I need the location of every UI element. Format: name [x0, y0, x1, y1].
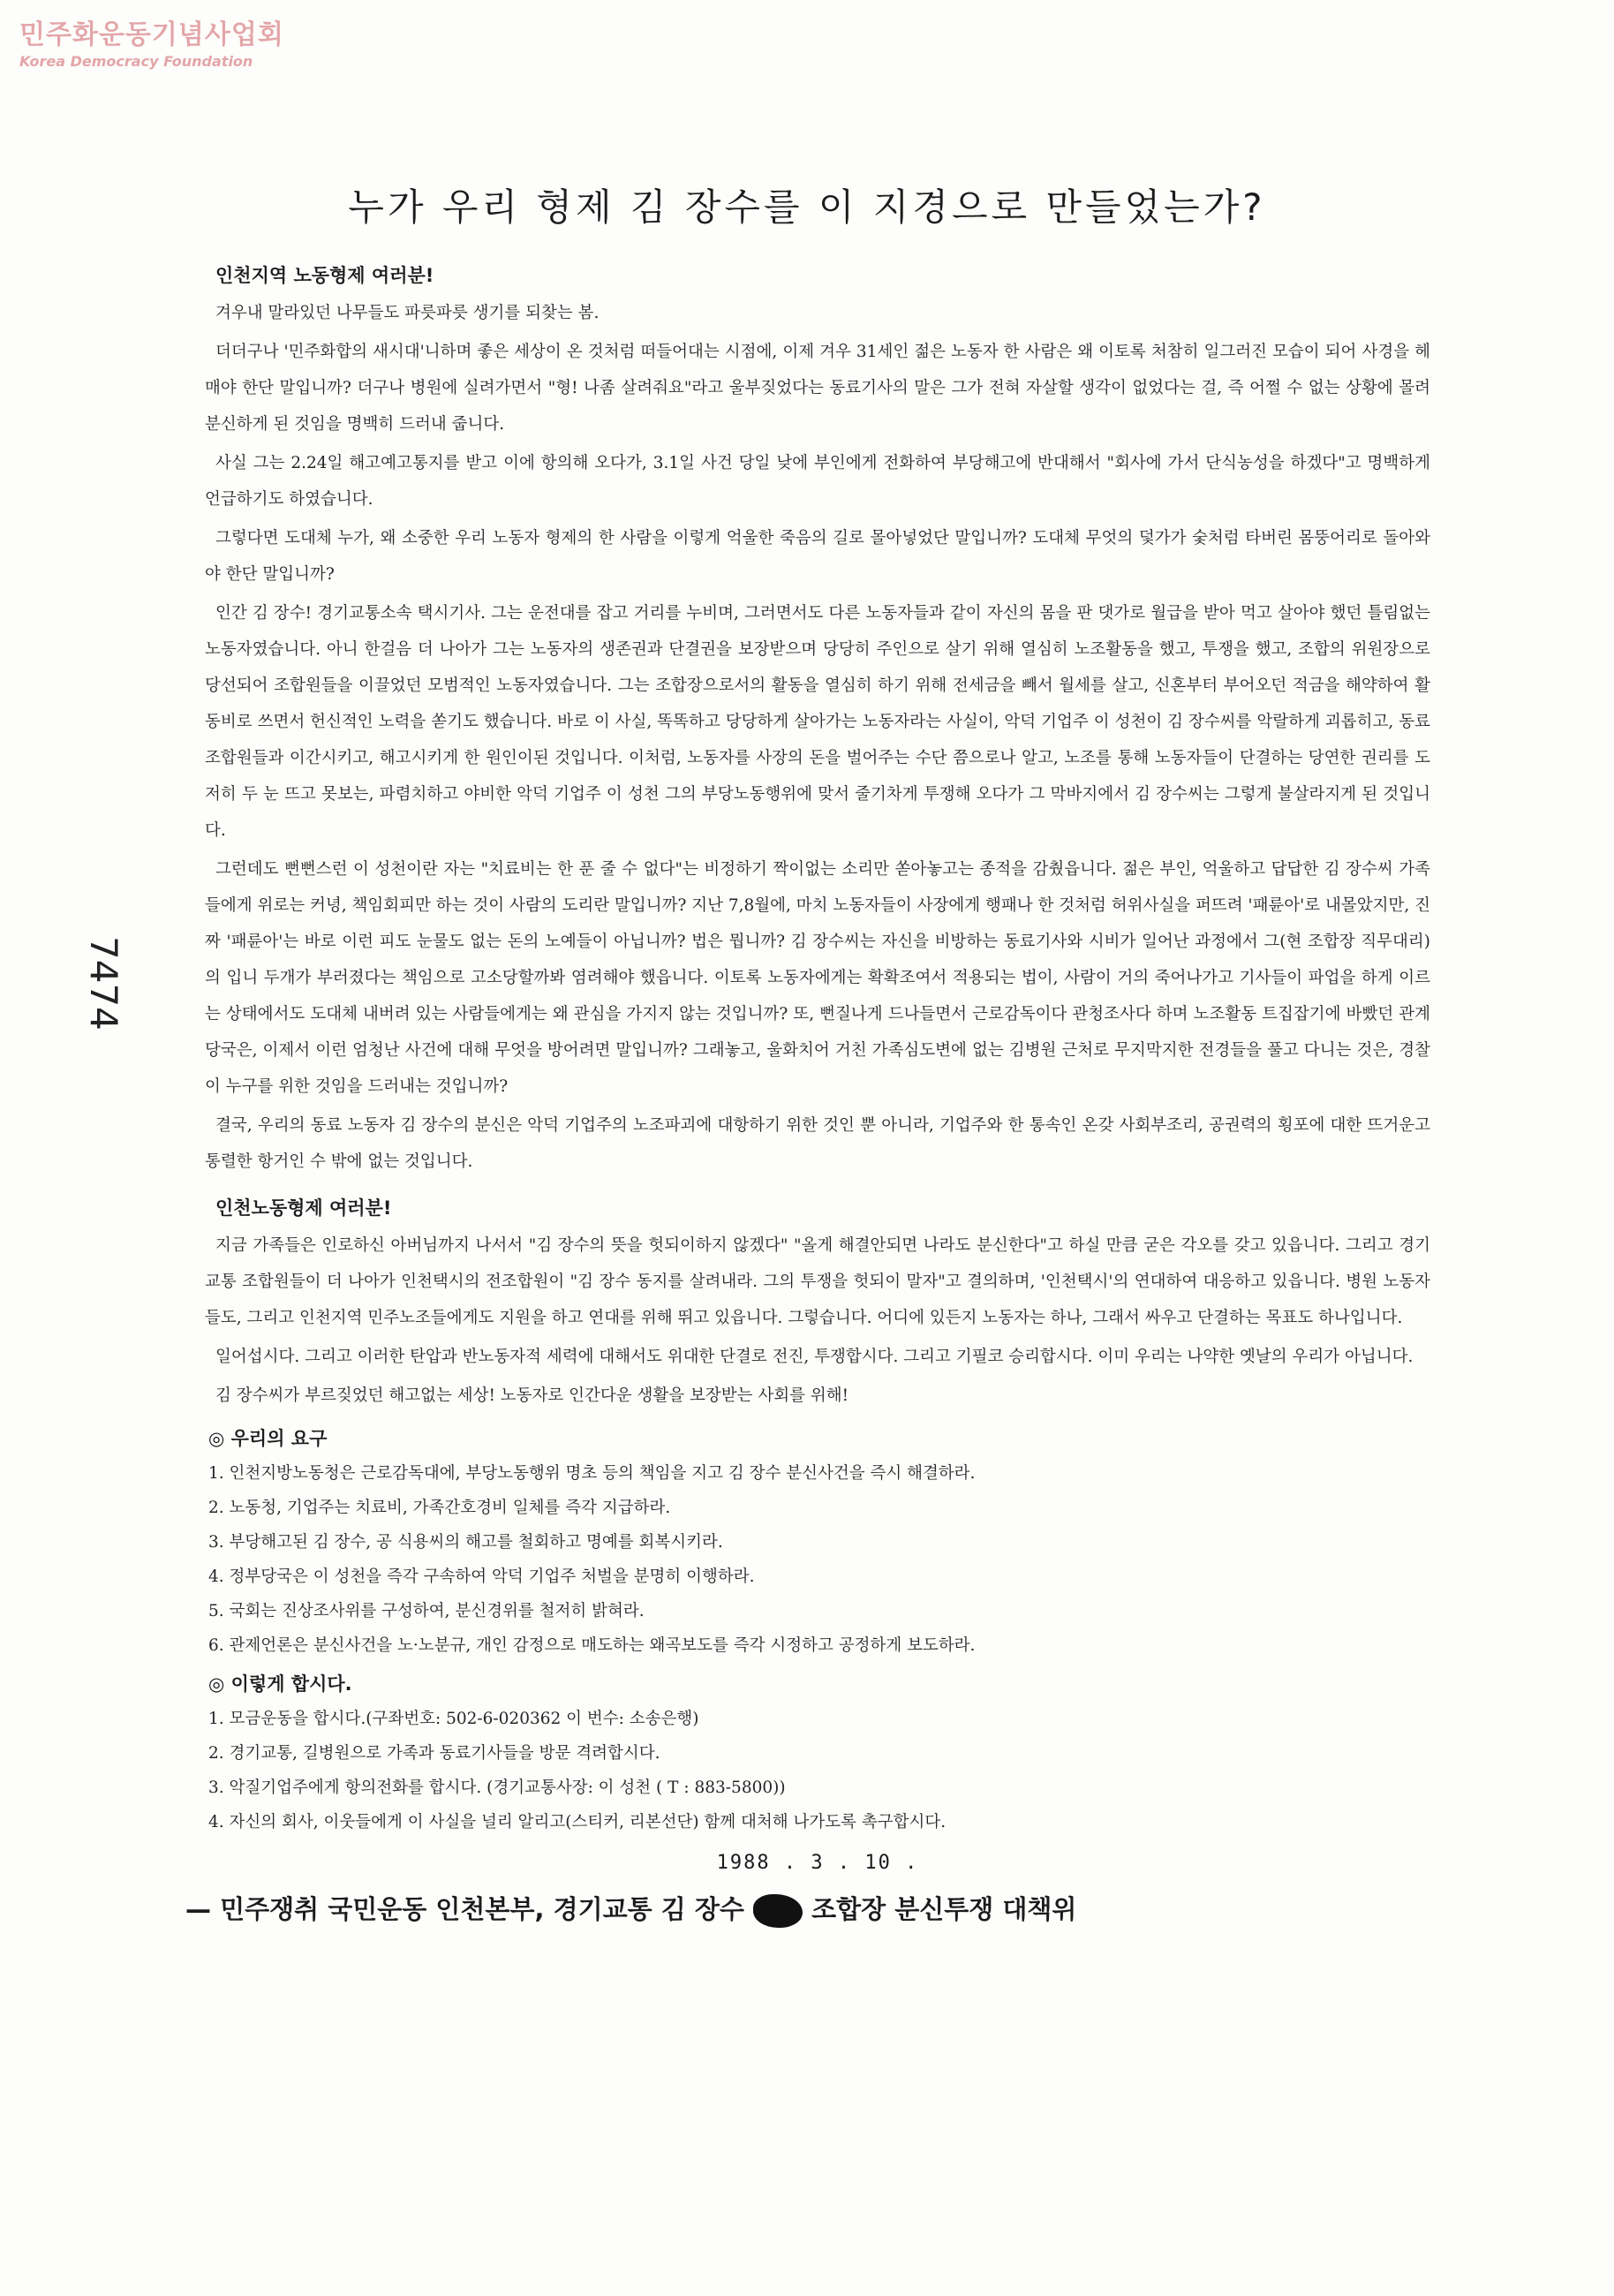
- signature-prefix: — 민주쟁취 국민운동 인천본부, 경기교통 김 장수: [185, 1894, 744, 1924]
- watermark-korean: 민주화운동기념사업회: [19, 19, 284, 50]
- signature-suffix: 조합장 분신투쟁 대책위: [811, 1894, 1077, 1924]
- paragraph: 그렇다면 도대체 누가, 왜 소중한 우리 노동자 형제의 한 사람을 이렇게 억울한 죽음의 길로 몰아넣었단 말입니까? 도대체 무엇의 덫가가 숯처럼 타버린 몸뚱어리로 돌아와야 한단 말입니까?: [205, 529, 1430, 584]
- demand-item: 2. 노동청, 기업주는 치료비, 가족간호경비 일체를 즉각 지급하라.: [208, 1499, 671, 1517]
- paragraph: 김 장수씨가 부르짖었던 해고없는 세상! 노동자로 인간다운 생활을 보장받는 사회를 위해!: [215, 1386, 849, 1405]
- paragraph: 사실 그는 2.24일 해고예고통지를 받고 이에 항의해 오다가, 3.1일 사건 당일 낮에 부인에게 전화하여 부당해고에 반대해서 "회사에 가서 단식농성을 하겠다"고 명백하게 언급하기도 하였습니다.: [205, 454, 1430, 509]
- demand-item: 3. 부당해고된 김 장수, 공 식용씨의 해고를 철회하고 명예를 회복시키라.: [208, 1533, 723, 1552]
- document-body: [185, 261, 1431, 1928]
- paragraph: 더더구나 '민주화합의 새시대'니하며 좋은 세상이 온 것처럼 떠들어대는 시점에, 이제 겨우 31세인 젊은 노동자 한 사람은 왜 이토록 처참히 일그러진 모습이 되어 사경을 헤매야 한단 말입니까? 더구나 병원에 실려가면서 "형! 나좀 살려줘요"라고 울부짖었다는 동료기사의 말은 그가 전혀 자살할 생각이 없었다는 걸, 즉 어쩔 수 없는 상황에 몰려 분신하게 된 것임을 명백히 드러내 줍니다.: [205, 343, 1430, 434]
- signature-line: [185, 1890, 1430, 1928]
- action-item: 4. 자신의 회사, 이웃들에게 이 사실을 널리 알리고(스티커, 리본선단) 함께 대처해 나가도록 촉구합시다.: [208, 1813, 947, 1832]
- demand-item: 4. 정부당국은 이 성천을 즉각 구속하여 악덕 기업주 처벌을 분명히 이행하라.: [208, 1567, 755, 1586]
- ink-smudge-icon: [753, 1894, 803, 1928]
- paragraph: 결국, 우리의 동료 노동자 김 장수의 분신은 악덕 기업주의 노조파괴에 대항하기 위한 것인 뿐 아니라, 기업주와 한 통속인 온갖 사회부조리, 공권력의 횡포에 대한 뜨거운고 통렬한 항거인 수 밖에 없는 것입니다.: [205, 1116, 1430, 1171]
- watermark: [19, 12, 284, 70]
- demand-item: 5. 국회는 진상조사위를 구성하여, 분신경위를 철저히 밝혀라.: [208, 1602, 645, 1620]
- action-item: 3. 악질기업주에게 항의전화를 합시다. (경기교통사장: 이 성천 ( T : 883-5800)): [208, 1779, 786, 1797]
- action-item: 2. 경기교통, 길병원으로 가족과 동료기사들을 방문 격려합시다.: [208, 1744, 660, 1763]
- paragraph: 인간 김 장수! 경기교통소속 택시기사. 그는 운전대를 잡고 거리를 누비며, 그러면서도 다른 노동자들과 같이 자신의 몸을 판 댓가로 월급을 받아 먹고 살아야 했던 틀림없는 노동자였습니다. 아니 한걸음 더 나아가 그는 노동자의 생존권과 단결권을 보장받으며 당당히 주인으로 살기 위해 열심히 노조활동을 했고, 투쟁을 했고, 조합의 위원장으로 당선되어 조합원들을 이끌었던 모범적인 노동자였습니다. 그는 조합장으로서의 활동을 열심히 하기 위해 전세금을 빼서 월세를 살고, 신혼부터 부어오던 적금을 해약하여 활동비로 쓰면서 헌신적인 노력을 쏟기도 했습니다. 바로 이 사실, 똑똑하고 당당하게 살아가는 노동자라는 사실이, 악덕 기업주 이 성천이 김 장수씨를 악랄하게 괴롭히고, 동료 조합원들과 이간시키고, 해고시키게 한 원인이된 것입니다. 이처럼, 노동자를 사장의 돈을 벌어주는 수단 쯤으로나 알고, 노조를 통해 노동자들이 단결하는 당연한 권리를 도저히 두 눈 뜨고 못보는, 파렴치하고 야비한 악덕 기업주 이 성천 그의 부당노동행위에 맞서 줄기차게 투쟁해 오다가 그 막바지에서 김 장수씨는 그렇게 불살라지게 된 것입니다.: [205, 604, 1430, 840]
- demands-heading: ◎ 우리의 요구: [208, 1428, 328, 1449]
- demands-list: [208, 1456, 1430, 1663]
- demand-item: 6. 관제언론은 분신사건을 노·노분규, 개인 감정으로 매도하는 왜곡보도를 즉각 시정하고 공정하게 보도하라.: [208, 1636, 976, 1655]
- paragraph: 일어섭시다. 그리고 이러한 탄압과 반노동자적 세력에 대해서도 위대한 단결로 전진, 투쟁합시다. 그리고 기필코 승리합시다. 이미 우리는 나약한 옛날의 우리가 아닙니다.: [215, 1348, 1414, 1366]
- paragraph: 겨우내 말라있던 나무들도 파릇파릇 생기를 되찾는 봄.: [215, 304, 600, 322]
- document-title: 누가 우리 형제 김 장수를 이 지경으로 만들었는가?: [348, 185, 1266, 229]
- action-item: 1. 모금운동을 합시다.(구좌번호: 502-6-020362 이 번수: 소송은행): [208, 1710, 699, 1728]
- actions-list: [208, 1702, 1430, 1839]
- demand-item: 1. 인천지방노동청은 근로감독대에, 부당노동행위 명초 등의 책임을 지고 김 장수 분신사건을 즉시 해결하라.: [208, 1464, 976, 1483]
- paragraph-group-2: [205, 1227, 1430, 1414]
- paragraph: 지금 가족들은 인로하신 아버님까지 나서서 "김 장수의 뜻을 헛되이하지 않겠다" "올게 해결안되면 나라도 분신한다"고 하실 만큼 굳은 각오를 갖고 있읍니다. 그리고 경기교통 조합원들이 더 나아가 인천택시의 전조합원이 "김 장수 동지를 살려내라. 그의 투쟁을 헛되이 말자"고 결의하며, '인천택시'의 연대하여 대응하고 있읍니다. 병원 노동자들도, 그리고 인천지역 민주노조들에게도 지원을 하고 연대를 위해 뛰고 있읍니다. 그렇습니다. 어디에 있든지 노동자는 하나, 그래서 싸우고 단결하는 목표도 하나입니다.: [205, 1236, 1430, 1327]
- greeting-incheon-workers: 인천노동형제 여러분!: [215, 1197, 392, 1219]
- document-date: 1988 . 3 . 10 .: [716, 1852, 919, 1874]
- paragraph: 그런데도 뻔뻔스런 이 성천이란 자는 "치료비는 한 푼 줄 수 없다"는 비정하기 짝이없는 소리만 쏟아놓고는 종적을 감췄읍니다. 젊은 부인, 억울하고 답답한 김 장수씨 가족들에게 위로는 커녕, 책임회피만 하는 것이 사람의 도리란 말입니까? 지난 7,8월에, 마치 노동자들이 사장에게 행패나 한 것처럼 허위사실을 퍼뜨려 '패륜아'로 내몰았지만, 진짜 '패륜아'는 바로 이런 피도 눈물도 없는 돈의 노예들이 아닙니까? 법은 뭡니까? 김 장수씨는 자신을 비방하는 동료기사와 시비가 일어난 과정에서 그(현 조합장 직무대리)의 입니 두개가 부러졌다는 책임으로 고소당할까봐 염려해야 했읍니다. 이토록 노동자에게는 확확조여서 적용되는 법이, 사람이 거의 죽어나가고 기사들이 파업을 하게 이르는 상태에서도 도대체 내버려 있는 사람들에게는 왜 관심을 가지지 않는 것입니까? 또, 뻔질나게 드나들면서 근로감독이다 관청조사다 하며 노조활동 트집잡기에 바빴던 관계당국은, 이제서 이런 엄청난 사건에 대해 무엇을 방어려면 말입니까? 그래놓고, 울화치어 거친 가족심도변에 없는 김병원 근처로 무지막지한 전경들을 풀고 다니는 것은, 경찰이 누구를 위한 것임을 드러내는 것입니까?: [205, 860, 1431, 1096]
- watermark-english: Korea Democracy Foundation: [19, 53, 253, 70]
- paragraph-group-1: [205, 295, 1430, 1180]
- handwritten-note: 7474: [82, 936, 125, 1031]
- greeting-incheon-region: 인천지역 노동형제 여러분!: [215, 265, 434, 286]
- actions-heading: ◎ 이렇게 합시다.: [208, 1673, 352, 1695]
